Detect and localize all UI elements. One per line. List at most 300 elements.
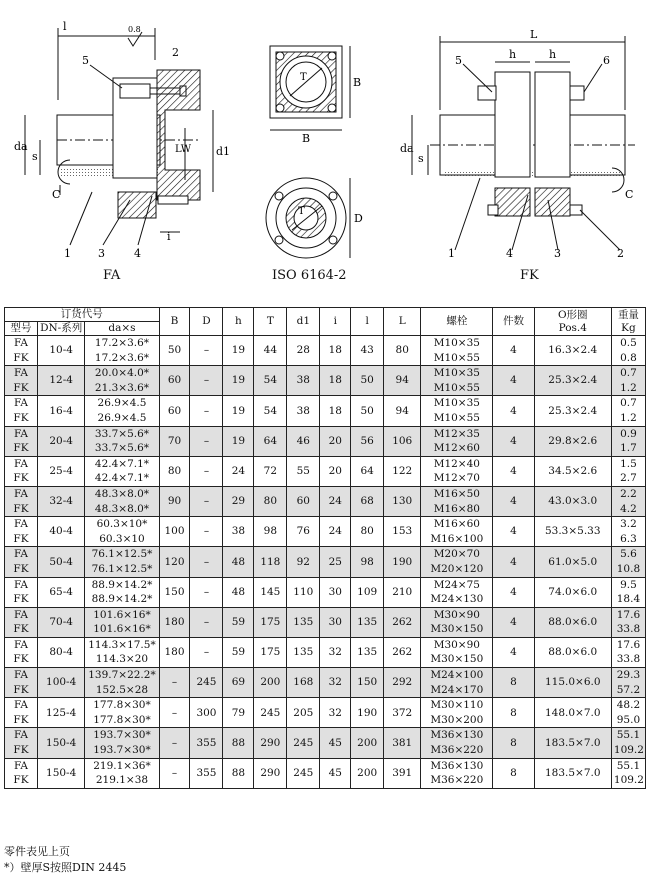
weight-cell [611,698,645,728]
type-cell-line-2: FK [13,381,29,394]
table-row [5,366,646,396]
i-cell: 20 [320,456,351,486]
da-s-cell [85,517,159,547]
da-s-cell-line-2: 21.3×3.6* [94,381,150,394]
L-cell: 153 [384,517,421,547]
type-cell-line-2: FK [13,502,29,515]
b-cell: – [159,728,190,758]
weight-cell-line-2: 109.2 [613,744,644,757]
iso-label-b-right: B [353,76,362,89]
weight-cell-line-2: 0.8 [620,351,637,364]
h-cell: 19 [223,366,254,396]
d-cell: – [190,426,223,456]
type-cell [5,668,38,698]
da-s-cell-line-2: 177.8×30* [93,713,151,726]
h-cell: 69 [223,668,254,698]
da-s-cell-line-1: 20.0×4.0* [94,367,150,380]
da-s-cell-line-2: 76.1×12.5* [91,562,153,575]
type-cell-line-1: FA [14,638,28,651]
da-s-cell-line-1: 219.1×36* [93,759,151,772]
dn-cell: 80-4 [37,637,84,667]
iso-label-d: D [354,212,363,225]
b-cell: 90 [159,486,190,516]
bolt-cell-line-1: M10×35 [433,397,480,410]
bolt-cell-line-2: M30×200 [430,713,484,726]
i-cell: 25 [320,547,351,577]
b-cell: – [159,758,190,788]
fa-label-roughness: 0.8 [128,25,141,34]
oring-cell: 183.5×7.0 [534,728,611,758]
dn-cell: 150-4 [37,728,84,758]
da-s-cell [85,637,159,667]
fk-label-6: 6 [603,54,610,67]
type-cell-line-1: FA [14,427,28,440]
da-s-cell-line-1: 193.7×30* [93,729,151,742]
dn-cell: 32-4 [37,486,84,516]
d-cell: – [190,607,223,637]
bolt-cell [421,456,493,486]
da-s-cell-line-1: 33.7×5.6* [94,427,150,440]
type-cell [5,517,38,547]
bolt-cell-line-1: M30×90 [433,608,480,621]
l-cell: 80 [351,517,384,547]
weight-cell-line-1: 0.7 [620,367,637,380]
fa-label-4: 4 [134,247,141,260]
weight-cell-line-1: 0.5 [620,337,637,349]
d1-cell: 60 [287,486,320,516]
dn-cell: 20-4 [37,426,84,456]
header-oring [534,308,611,336]
weight-cell-line-2: 1.2 [620,381,637,394]
d-cell: – [190,637,223,667]
d1-cell: 38 [287,366,320,396]
pieces-cell: 8 [493,728,534,758]
i-cell: 24 [320,517,351,547]
h-cell: 19 [223,336,254,366]
b-cell: 60 [159,396,190,426]
type-cell-line-2: FK [13,623,29,636]
table-row [5,607,646,637]
fa-label-5: 5 [82,54,89,67]
da-s-cell-line-2: 114.3×20 [95,653,149,666]
bolt-cell [421,698,493,728]
type-cell-line-2: FK [13,472,29,485]
L-cell: 122 [384,456,421,486]
header-type: 型号 [5,322,38,336]
iso-label-b-bottom: B [302,132,311,145]
type-cell-line-1: FA [14,608,28,621]
i-cell: 32 [320,668,351,698]
d1-cell: 76 [287,517,320,547]
d-cell: – [190,366,223,396]
weight-cell [611,547,645,577]
fk-label-l: L [530,28,538,41]
fk-label-1: 1 [448,247,455,260]
b-cell: – [159,668,190,698]
oring-cell: 61.0×5.0 [534,547,611,577]
h-cell: 88 [223,758,254,788]
da-s-cell [85,668,159,698]
da-s-cell [85,366,159,396]
l-cell: 98 [351,547,384,577]
oring-cell: 74.0×6.0 [534,577,611,607]
l-cell: 150 [351,668,384,698]
type-cell [5,366,38,396]
pieces-cell: 4 [493,577,534,607]
t-cell: 145 [254,577,287,607]
table-row [5,426,646,456]
type-cell-line-1: FA [14,518,28,531]
fa-label-da: da [14,140,28,153]
bolt-cell-line-1: M16×50 [433,487,480,500]
dn-cell: 150-4 [37,758,84,788]
fa-label-c: C [52,188,61,201]
i-cell: 45 [320,728,351,758]
type-cell [5,486,38,516]
d1-cell: 46 [287,426,320,456]
bolt-cell-line-2: M24×130 [430,593,484,606]
da-s-cell-line-1: 60.3×10* [96,518,148,531]
i-cell: 32 [320,637,351,667]
iso-caption: ISO 6164-2 [272,268,347,283]
fa-label-3: 3 [98,247,105,260]
L-cell: 262 [384,637,421,667]
d-cell: 245 [190,668,223,698]
i-cell: 30 [320,577,351,607]
d-cell: – [190,336,223,366]
weight-cell-line-2: 95.0 [616,713,641,726]
oring-cell: 88.0×6.0 [534,607,611,637]
spec-table [4,307,646,789]
bolt-cell [421,728,493,758]
weight-cell-line-2: 1.7 [620,442,637,455]
bolt-cell [421,607,493,637]
d1-cell: 135 [287,607,320,637]
pieces-cell: 4 [493,456,534,486]
d-cell: – [190,577,223,607]
d1-cell: 245 [287,728,320,758]
type-cell [5,758,38,788]
l-cell: 68 [351,486,384,516]
type-cell [5,426,38,456]
type-cell-line-1: FA [14,487,28,500]
bolt-cell-line-1: M10×35 [433,337,480,349]
d-cell: – [190,486,223,516]
type-cell [5,728,38,758]
fk-label-5: 5 [455,54,462,67]
note-line-1: 零件表见上页 [4,845,70,858]
t-cell: 175 [254,637,287,667]
weight-cell-line-1: 9.5 [620,578,637,591]
weight-cell-line-1: 17.6 [616,608,641,621]
b-cell: 60 [159,366,190,396]
type-cell-line-2: FK [13,562,29,575]
pieces-cell: 4 [493,366,534,396]
weight-cell [611,336,645,366]
header-weight [611,308,645,336]
fk-label-s: s [418,152,424,165]
dn-cell: 16-4 [37,396,84,426]
header-i: i [320,308,351,336]
weight-cell-line-1: 0.9 [620,427,637,440]
type-cell-line-1: FA [14,457,28,470]
weight-cell-line-1: 1.5 [620,457,637,470]
table-row [5,456,646,486]
pieces-cell: 4 [493,637,534,667]
type-cell-line-1: FA [14,548,28,561]
type-cell [5,547,38,577]
weight-cell-line-1: 55.1 [616,729,641,742]
b-cell: 120 [159,547,190,577]
L-cell: 210 [384,577,421,607]
da-s-cell [85,758,159,788]
weight-cell [611,758,645,788]
header-L: L [384,308,421,336]
table-row [5,396,646,426]
weight-cell-line-1: 29.3 [616,669,641,682]
weight-cell [611,486,645,516]
b-cell: 180 [159,637,190,667]
fk-label-c: C [625,188,634,201]
weight-cell [611,366,645,396]
weight-cell [611,728,645,758]
iso-drawing [266,46,350,258]
fa-caption: FA [103,268,121,283]
header-oring-pos: Pos.4 [558,321,587,334]
type-cell [5,698,38,728]
type-cell [5,456,38,486]
d-cell: – [190,456,223,486]
h-cell: 48 [223,577,254,607]
l-cell: 109 [351,577,384,607]
type-cell-line-2: FK [13,774,29,787]
l-cell: 200 [351,758,384,788]
l-cell: 135 [351,607,384,637]
bolt-cell-line-1: M24×100 [430,669,484,682]
bolt-cell [421,366,493,396]
oring-cell: 43.0×3.0 [534,486,611,516]
dn-cell: 65-4 [37,577,84,607]
bolt-cell-line-2: M36×220 [430,774,484,787]
bolt-cell-line-2: M16×80 [433,502,480,515]
bolt-cell-line-1: M16×60 [433,518,480,531]
da-s-cell-line-1: 76.1×12.5* [91,548,153,561]
L-cell: 391 [384,758,421,788]
da-s-cell-line-1: 42.4×7.1* [94,457,150,470]
t-cell: 72 [254,456,287,486]
header-h: h [223,308,254,336]
d1-cell: 245 [287,758,320,788]
weight-cell [611,396,645,426]
weight-cell-line-2: 33.8 [616,623,641,636]
header-t: T [254,308,287,336]
da-s-cell-line-1: 101.6×16* [93,608,151,621]
type-cell-line-1: FA [14,337,28,349]
b-cell: – [159,698,190,728]
da-s-cell-line-1: 48.3×8.0* [94,487,150,500]
dn-cell: 125-4 [37,698,84,728]
L-cell: 130 [384,486,421,516]
fk-caption: FK [520,268,539,283]
bolt-cell-line-1: M24×75 [433,578,480,591]
table-row [5,668,646,698]
type-cell [5,637,38,667]
oring-cell: 183.5×7.0 [534,758,611,788]
bolt-cell-line-1: M10×35 [433,367,480,380]
weight-cell [611,456,645,486]
t-cell: 54 [254,396,287,426]
type-cell-line-1: FA [14,397,28,410]
d1-cell: 55 [287,456,320,486]
type-cell-line-2: FK [13,351,29,364]
type-cell-line-1: FA [14,699,28,712]
fk-label-da: da [400,142,414,155]
bolt-cell-line-1: M36×130 [430,729,484,742]
fa-label-s: s [32,150,38,163]
weight-cell-line-2: 4.2 [620,502,637,515]
b-cell: 150 [159,577,190,607]
i-cell: 45 [320,758,351,788]
i-cell: 32 [320,698,351,728]
bolt-cell [421,668,493,698]
weight-cell-line-2: 57.2 [616,683,641,696]
weight-cell-line-1: 55.1 [616,759,641,772]
da-s-cell [85,426,159,456]
d1-cell: 135 [287,637,320,667]
L-cell: 372 [384,698,421,728]
da-s-cell-line-2: 33.7×5.6* [94,442,150,455]
da-s-cell [85,486,159,516]
type-cell-line-2: FK [13,532,29,545]
type-cell-line-1: FA [14,759,28,772]
da-s-cell-line-2: 60.3×10 [99,532,145,545]
dn-cell: 12-4 [37,366,84,396]
header-dn-series: DN-系列 [37,322,84,336]
da-s-cell [85,396,159,426]
i-cell: 18 [320,366,351,396]
d1-cell: 38 [287,396,320,426]
header-bolt: 螺栓 [421,308,493,336]
dn-cell: 10-4 [37,336,84,366]
L-cell: 262 [384,607,421,637]
oring-cell: 148.0×7.0 [534,698,611,728]
L-cell: 80 [384,336,421,366]
bolt-cell [421,547,493,577]
L-cell: 106 [384,426,421,456]
fk-label-3: 3 [554,247,561,260]
bolt-cell [421,637,493,667]
type-cell [5,607,38,637]
oring-cell: 34.5×2.6 [534,456,611,486]
h-cell: 24 [223,456,254,486]
d-cell: – [190,547,223,577]
pieces-cell: 4 [493,547,534,577]
da-s-cell [85,547,159,577]
l-cell: 64 [351,456,384,486]
l-cell: 190 [351,698,384,728]
weight-cell-line-1: 0.7 [620,397,637,410]
bolt-cell-line-2: M12×60 [433,442,480,455]
fa-label-i: i [167,230,171,243]
h-cell: 19 [223,396,254,426]
header-b: B [159,308,190,336]
bolt-cell-line-1: M12×40 [433,457,480,470]
type-cell-line-2: FK [13,411,29,424]
oring-cell: 88.0×6.0 [534,637,611,667]
fa-label-2: 2 [172,46,179,59]
type-cell-line-1: FA [14,729,28,742]
t-cell: 80 [254,486,287,516]
l-cell: 135 [351,637,384,667]
d-cell: – [190,396,223,426]
note-line-2: *）壁厚S按照DIN 2445 [4,861,127,874]
oring-cell: 16.3×2.4 [534,336,611,366]
d1-cell: 205 [287,698,320,728]
weight-cell-line-2: 6.3 [620,532,637,545]
t-cell: 290 [254,758,287,788]
type-cell [5,577,38,607]
L-cell: 292 [384,668,421,698]
type-cell-line-2: FK [13,593,29,606]
L-cell: 381 [384,728,421,758]
pieces-cell: 4 [493,396,534,426]
type-cell-line-2: FK [13,442,29,455]
bolt-cell-line-2: M10×55 [433,351,480,364]
bolt-cell-line-1: M20×70 [433,548,480,561]
L-cell: 190 [384,547,421,577]
d-cell: 300 [190,698,223,728]
d1-cell: 168 [287,668,320,698]
h-cell: 88 [223,728,254,758]
table-row [5,486,646,516]
header-d1: d1 [287,308,320,336]
da-s-cell-line-1: 114.3×17.5* [88,638,156,651]
weight-cell-line-1: 17.6 [616,638,641,651]
notes [4,844,126,876]
bolt-cell-line-1: M30×90 [433,638,480,651]
da-s-cell-line-1: 177.8×30* [93,699,151,712]
weight-cell-line-1: 5.6 [620,548,637,561]
bolt-cell-line-2: M10×55 [433,411,480,424]
dn-cell: 70-4 [37,607,84,637]
type-cell-line-2: FK [13,744,29,757]
fa-label-d1: d1 [216,145,231,158]
i-cell: 20 [320,426,351,456]
bolt-cell [421,577,493,607]
weight-cell-line-1: 3.2 [620,518,637,531]
header-weight-name: 重量 [617,308,639,321]
fa-drawing [25,28,213,245]
type-cell-line-2: FK [13,653,29,666]
pieces-cell: 4 [493,336,534,366]
weight-cell-line-2: 109.2 [613,774,644,787]
da-s-cell [85,607,159,637]
bolt-cell [421,758,493,788]
oring-cell: 115.0×6.0 [534,668,611,698]
d-cell: 355 [190,728,223,758]
pieces-cell: 8 [493,758,534,788]
table-row [5,698,646,728]
header-oring-name: O形圈 [557,308,588,321]
t-cell: 44 [254,336,287,366]
pieces-cell: 8 [493,668,534,698]
table-row [5,336,646,366]
bolt-cell-line-2: M30×150 [430,623,484,636]
pieces-cell: 8 [493,698,534,728]
weight-cell-line-2: 2.7 [620,472,637,485]
l-cell: 50 [351,366,384,396]
weight-cell-line-1: 48.2 [616,699,641,712]
